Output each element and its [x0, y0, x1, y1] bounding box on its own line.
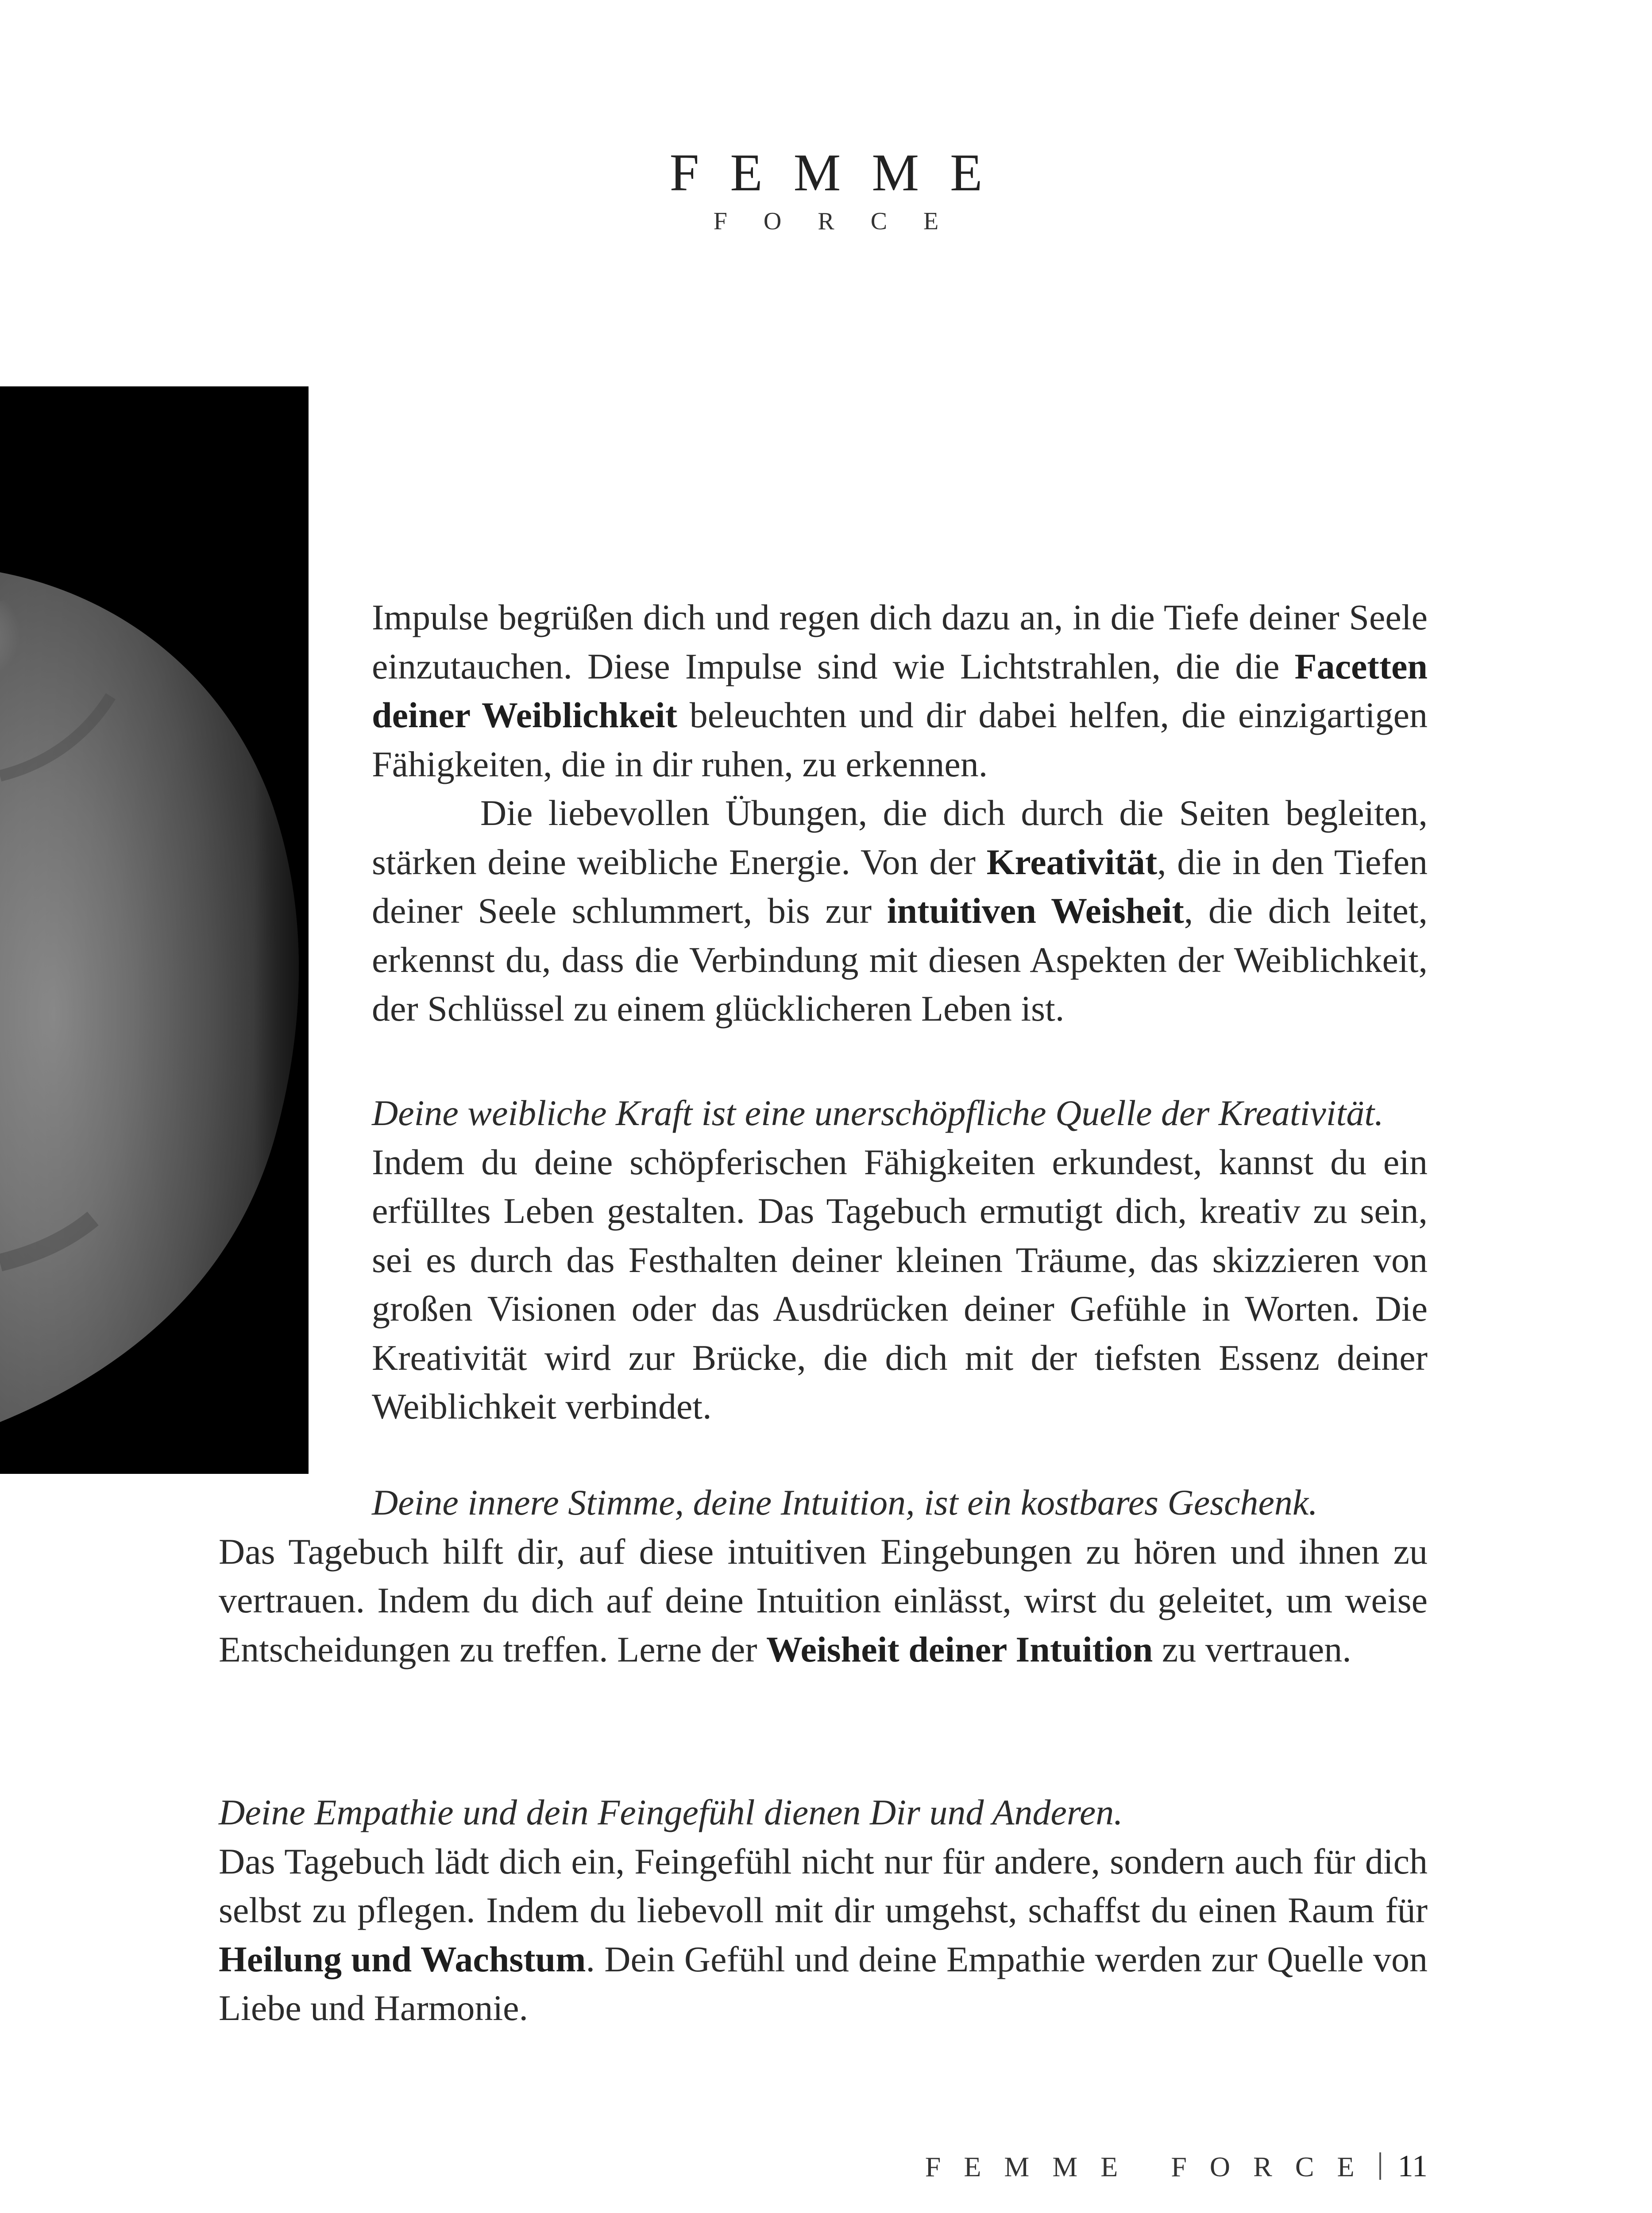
- body-text: beleuchten und dir dabei helfen, die einzigartigen Fähigkeiten, die in dir ruhen, zu erkennen.: [372, 695, 1428, 784]
- footer-divider: [1379, 2152, 1381, 2180]
- emphasis-text: Kreativität: [986, 841, 1158, 882]
- intuition-body: [219, 1527, 1428, 1674]
- body-text: Impulse begrüßen dich und regen dich dazu an, in die Tiefe deiner Seele einzutauchen. Diese Impulse sind wie Lichtstrahlen, die die: [372, 597, 1428, 686]
- intro-paragraph-2: [372, 789, 1428, 1033]
- body-text: Das Tagebuch hilft dir, auf diese intuitiven Eingebungen zu hören und ihnen zu vertrauen. Indem du dich auf deine Intuition einlässt, wirst du geleitet, um weise Entscheidungen zu treffen. Lerne der: [219, 1531, 1428, 1669]
- empathy-body: [219, 1837, 1428, 2033]
- page-footer: [925, 2151, 1428, 2182]
- body-text: Das Tagebuch lädt dich ein, Feingefühl nicht nur für andere, sondern auch für dich selbst zu pflegen. Indem du liebevoll mit dir umgehst, schaffst du einen Raum für: [219, 1841, 1428, 1930]
- creativity-body: [372, 1138, 1428, 1431]
- intro-paragraph-1: [372, 593, 1428, 789]
- emphasis-text: Facetten deiner Weiblichkeit: [372, 646, 1428, 735]
- creativity-lead: Deine weibliche Kraft ist eine unerschöpfliche Quelle der Kreativität.: [372, 1093, 1384, 1133]
- body-text: Die liebevollen Übungen, die dich durch die Seiten begleiten, stärken deine weibliche Energie. Von der: [372, 793, 1428, 882]
- intro-section: [372, 593, 1428, 1033]
- creativity-section: [372, 1089, 1428, 1431]
- emphasis-text: intuitiven Weisheit: [887, 891, 1184, 931]
- body-text: . Dein Gefühl und deine Empathie werden zur Quelle von Liebe und Harmonie.: [219, 1939, 1428, 2028]
- body-text: , die dich leitet, erkennst du, dass die Verbindung mit diesen Aspekten der Weiblichkeit, der Schlüssel zu einem glücklicheren Leben ist.: [372, 891, 1428, 1029]
- brand-logo: [0, 143, 1652, 235]
- empathy-lead: Deine Empathie und dein Feingefühl dienen Dir und Anderen.: [219, 1792, 1123, 1832]
- logo-main-text: FEMME: [669, 143, 1014, 202]
- intuition-lead: Deine innere Stimme, deine Intuition, ist ein kostbares Geschenk.: [372, 1482, 1318, 1523]
- intuition-section: [219, 1478, 1428, 1674]
- empathy-section: [219, 1788, 1428, 2033]
- shoulder-photo: [0, 386, 309, 1474]
- body-text: Indem du deine schöpferischen Fähigkeiten erkundest, kannst du ein erfülltes Leben gestalten. Das Tagebuch ermutigt dich, kreativ zu sein, sei es durch das Festhalten deiner kleinen Träume, das skizzieren von großen Visionen oder das Ausdrücken deiner Gefühle in Worten. Die Kreativität wird zur Brücke, die dich mit der tiefsten Essenz deiner Weiblichkeit verbindet.: [372, 1141, 1428, 1426]
- logo-sub-text: FORCE: [713, 208, 975, 235]
- shoulder-photo-graphic: [0, 386, 309, 1474]
- body-text: zu vertrauen.: [1153, 1629, 1351, 1669]
- footer-brand: FEMME FORCE: [925, 2151, 1378, 2182]
- emphasis-text: Weisheit deiner Intuition: [766, 1629, 1153, 1669]
- body-text: , die in den Tiefen deiner Seele schlummert, bis zur: [372, 841, 1428, 931]
- page-number: 11: [1397, 2149, 1428, 2183]
- emphasis-text: Heilung und Wachstum: [219, 1939, 586, 1979]
